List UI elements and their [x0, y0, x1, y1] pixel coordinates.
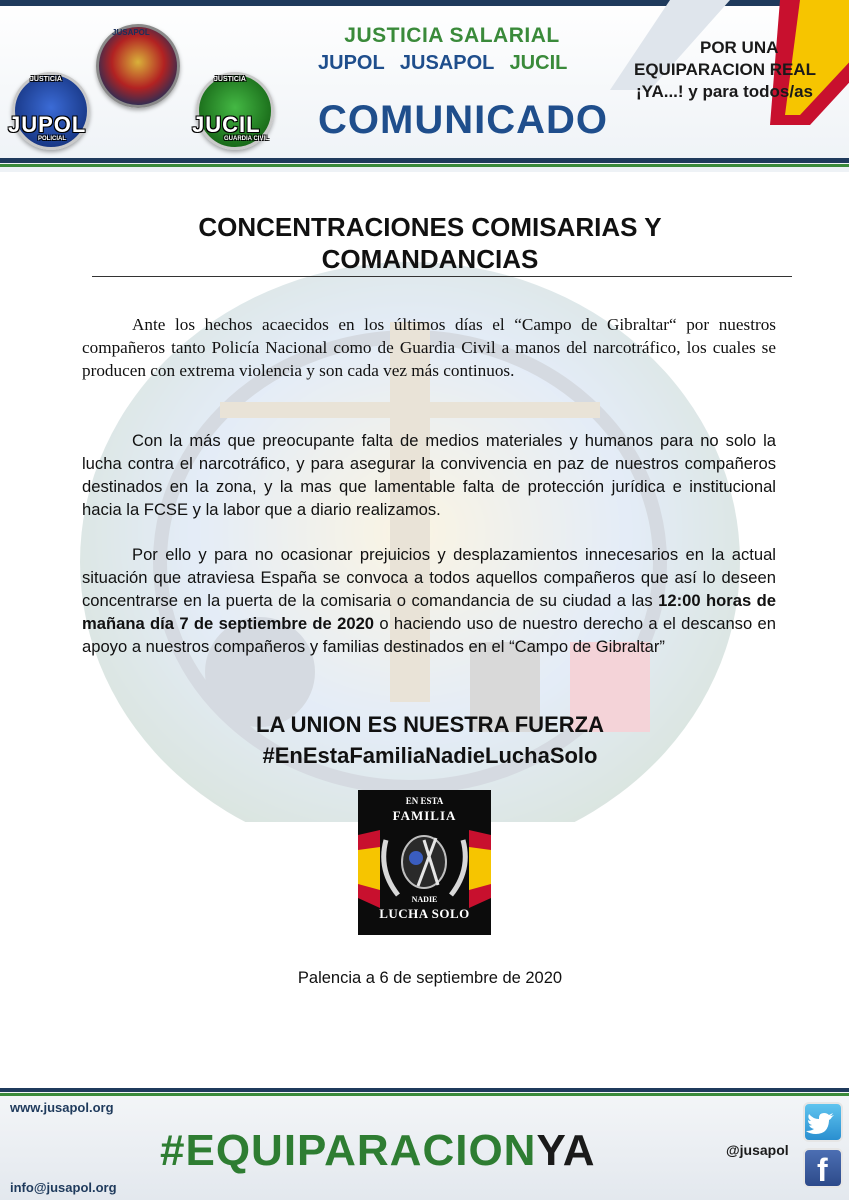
slogan-union: LA UNION ES NUESTRA FUERZA: [256, 712, 604, 737]
family-logo-line-1: EN ESTA: [405, 796, 444, 806]
footer-divider-green: [0, 1093, 849, 1096]
claim-line-2: EQUIPARACION REAL: [634, 60, 816, 79]
jusapol-badge-top-text: JUSAPOL: [112, 28, 150, 37]
jucil-badge-top-text: JUSTICIA: [214, 76, 246, 83]
comunicado-heading: COMUNICADO: [318, 98, 608, 142]
jupol-badge-text: JUPOL: [8, 112, 87, 137]
paragraph-3: [82, 543, 776, 658]
spain-flag-ribbon: [610, 0, 849, 160]
family-logo-line-2: FAMILIA: [392, 808, 457, 823]
website-link[interactable]: www.jusapol.org: [10, 1100, 114, 1115]
jupol-badge-sub-text: POLICIAL: [38, 136, 66, 142]
jucil-badge-text: JUCIL: [192, 112, 261, 137]
paragraph-3-outro: o haciendo uso de nuestro derecho a el descanso en apoyo a nuestros compañeros y familias destinados en el “Campo de Gibraltar”: [82, 614, 776, 656]
family-logo-line-3: NADIE: [411, 895, 438, 904]
hashtag-suffix: YA: [536, 1126, 596, 1175]
header-banner: [0, 0, 849, 172]
slogan-hashtag: #EnEstaFamiliaNadieLuchaSolo: [262, 743, 598, 768]
facebook-glyph: f: [817, 1152, 828, 1188]
org-jupol: JUPOL: [318, 52, 385, 74]
title-line-2: COMANDANCIAS: [321, 244, 539, 274]
org-jusapol: JUSAPOL: [399, 52, 494, 74]
jupol-badge-top-text: JUSTICIA: [30, 76, 62, 83]
en-esta-familia-logo: [358, 790, 491, 935]
document-title: [100, 211, 760, 275]
hashtag-mid: QUIPARACION: [215, 1126, 537, 1175]
equiparacion-hashtag: [160, 1126, 596, 1176]
header-divider-navy: [0, 158, 849, 163]
title-line-1: CONCENTRACIONES COMISARIAS Y: [198, 212, 662, 242]
hashtag-prefix: #E: [160, 1126, 216, 1175]
twitter-bird-icon: [805, 1104, 841, 1140]
paragraph-3-intro: Por ello y para no ocasionar prejuicios y desplazamientos innecesarios en la actual situación que atraviesa España se convoca a todos aquellos compañeros que así lo deseen concentrarse en la puerta de la comisaria o comandancia de su ciudad a las: [82, 545, 776, 610]
facebook-icon[interactable]: [803, 1148, 843, 1188]
org-jucil: JUCIL: [509, 52, 568, 74]
paragraph-1: Ante los hechos acaecidos en los últimos días el “Campo de Gibraltar“ por nuestros compañeros tanto Policía Nacional como de Guardia Civil a manos del narcotráfico, los cuales se producen con extrema violencia y son cada vez más continuos.: [82, 315, 776, 380]
paragraph-2: Con la más que preocupante falta de medios materiales y humanos para no solo la lucha contra el narcotráfico, y para asegurar la convivencia en paz de nuestros compañeros destinados en la zona, y la mas que lamentable falta de protección jurídica e institucional hacia la FCSE y la labor que a diario realizamos.: [82, 431, 776, 519]
dateline: Palencia a 6 de septiembre de 2020: [297, 969, 563, 987]
header-divider-green: [0, 164, 849, 167]
organizations-line: [318, 52, 590, 75]
justicia-salarial-heading: JUSTICIA SALARIAL: [344, 24, 560, 47]
footer-divider-navy: [0, 1088, 849, 1092]
paragraph-3-highlight: 12:00 horas de mañana día 7 de septiembre de 2020: [82, 591, 776, 633]
footer-banner: [0, 1088, 849, 1200]
claim-line-1: POR UNA: [700, 38, 779, 57]
family-logo-line-4: LUCHA SOLO: [379, 906, 470, 921]
email-link[interactable]: info@jusapol.org: [10, 1180, 117, 1195]
twitter-icon[interactable]: [803, 1102, 843, 1142]
jucil-badge-sub-text: GUARDIA CIVIL: [224, 136, 269, 142]
social-handle: @jusapol: [726, 1142, 789, 1158]
claim-line-3: ¡YA...! y para todos/as: [636, 82, 813, 101]
title-underline: [92, 276, 792, 277]
